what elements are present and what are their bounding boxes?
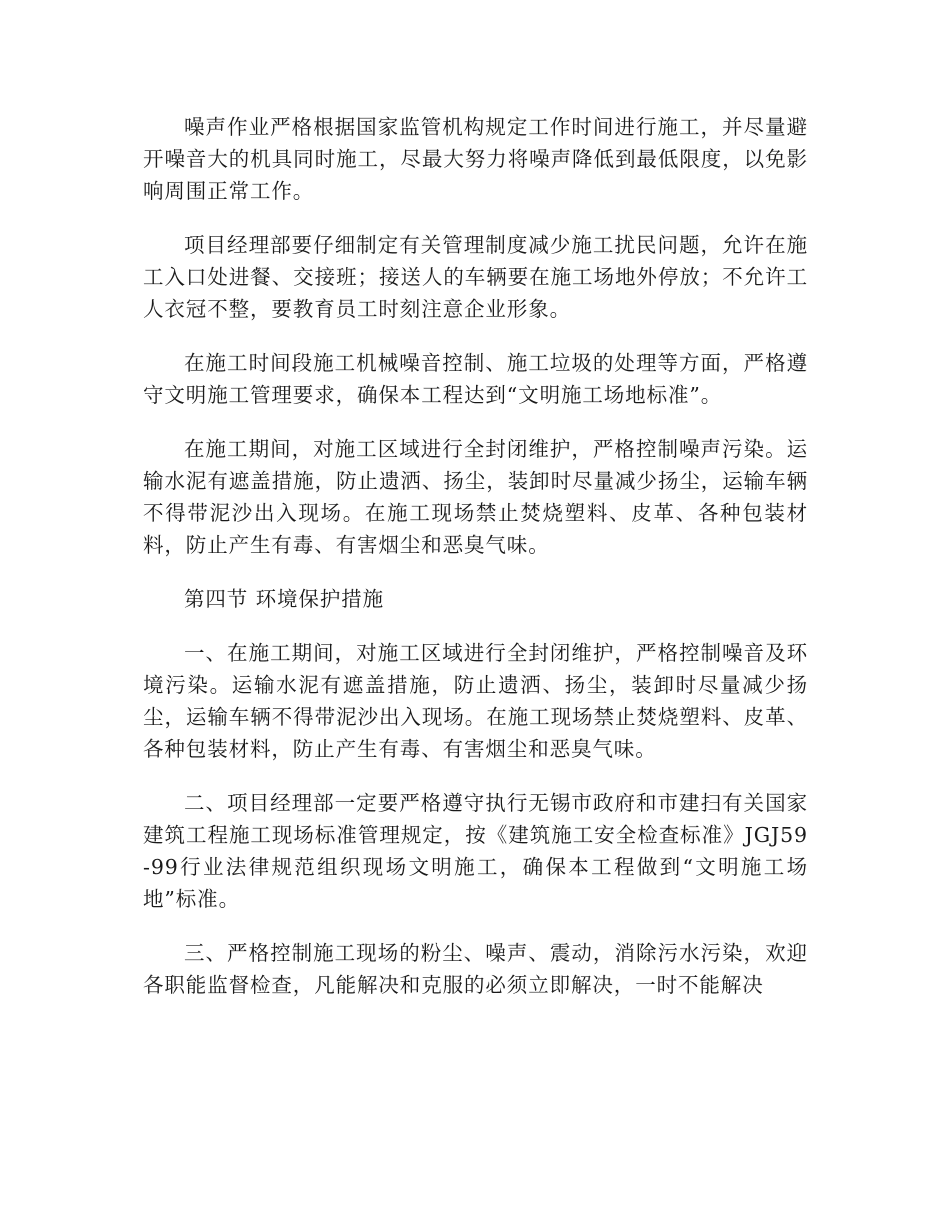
document-page (143, 111, 808, 1023)
section-heading: 第四节 环境保护措施 (184, 587, 385, 611)
section-item-three: 三、严格控制施工现场的粉尘、噪声、震动，消除污水污染，欢迎各职能监督检查，凡能解决和克服的必须立即解决，一时不能解决 (143, 941, 808, 997)
paragraph-enclosure-pollution: 在施工期间，对施工区域进行全封闭维护，严格控制噪声污染。运输水泥有遮盖措施，防止遗洒、扬尘，装卸时尽量减少扬尘，运输车辆不得带泥沙出入现场。在施工现场禁止焚烧塑料、皮革、各种包装材料，防止产生有毒、有害烟尘和恶臭气味。 (143, 437, 808, 557)
section-item-one: 一、在施工期间，对施工区域进行全封闭维护，严格控制噪音及环境污染。运输水泥有遮盖措施，防止遗洒、扬尘，装卸时尽量减少扬尘，运输车辆不得带泥沙出入现场。在施工现场禁止焚烧塑料、皮革、各种包装材料，防止产生有毒、有害烟尘和恶臭气味。 (143, 641, 808, 761)
paragraph-management-rules: 项目经理部要仔细制定有关管理制度减少施工扰民问题，允许在施工入口处进餐、交接班；接送人的车辆要在施工场地外停放；不允许工人衣冠不整，要教育员工时刻注意企业形象。 (143, 233, 808, 321)
section-item-two: 二、项目经理部一定要严格遵守执行无锡市政府和市建扫有关国家建筑工程施工现场标准管理规定，按《建筑施工安全检查标准》JGJ59-99行业法律规范组织现场文明施工，确保本工程做到“文明施工场地”标准。 (143, 791, 808, 911)
paragraph-noise-operation: 噪声作业严格根据国家监管机构规定工作时间进行施工，并尽量避开噪音大的机具同时施工，尽最大努力将噪声降低到最低限度，以免影响周围正常工作。 (143, 115, 808, 203)
paragraph-civilized-construction: 在施工时间段施工机械噪音控制、施工垃圾的处理等方面，严格遵守文明施工管理要求，确保本工程达到“文明施工场地标准”。 (143, 351, 808, 407)
